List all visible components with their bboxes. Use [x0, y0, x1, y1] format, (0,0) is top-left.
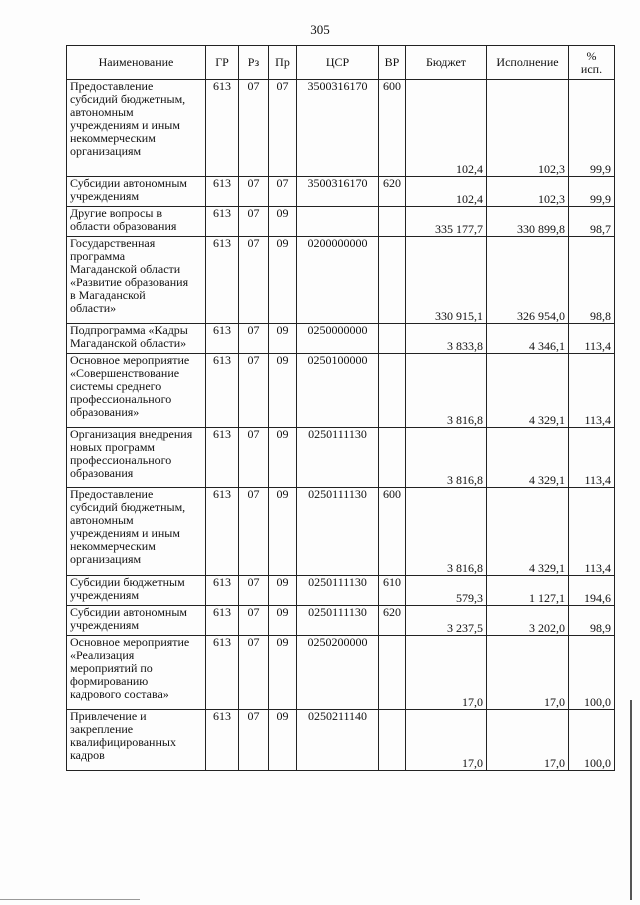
- row-pr: 09: [269, 207, 297, 237]
- row-budget: 17,0: [406, 636, 487, 710]
- row-pr: 09: [269, 237, 297, 324]
- row-rz: 07: [239, 576, 269, 606]
- row-execution: 102,3: [487, 177, 569, 207]
- row-budget: 335 177,7: [406, 207, 487, 237]
- row-vr: 620: [379, 606, 406, 636]
- row-rz: 07: [239, 488, 269, 576]
- row-vr: [379, 710, 406, 771]
- row-budget: 579,3: [406, 576, 487, 606]
- row-budget: 330 915,1: [406, 237, 487, 324]
- table-row: [67, 488, 615, 576]
- row-execution: 3 202,0: [487, 606, 569, 636]
- row-percent: 194,6: [569, 576, 615, 606]
- row-name: Предоставление субсидий бюджетным, автономным учреждениям и иным некоммерческим организациям: [67, 80, 206, 177]
- row-vr: [379, 354, 406, 428]
- row-budget: 3 816,8: [406, 428, 487, 488]
- row-name: Субсидии бюджетным учреждениям: [67, 576, 206, 606]
- row-rz: 07: [239, 207, 269, 237]
- row-csr: 0250111130: [297, 576, 379, 606]
- budget-table: [66, 45, 615, 771]
- row-gr: 613: [206, 428, 239, 488]
- row-gr: 613: [206, 177, 239, 207]
- row-csr: 0200000000: [297, 237, 379, 324]
- row-percent: 100,0: [569, 710, 615, 771]
- row-name: Организация внедрения новых программ профессионального образования: [67, 428, 206, 488]
- row-execution: 4 346,1: [487, 324, 569, 354]
- row-execution: 102,3: [487, 80, 569, 177]
- table-row: [67, 428, 615, 488]
- row-pr: 09: [269, 606, 297, 636]
- row-rz: 07: [239, 636, 269, 710]
- row-gr: 613: [206, 207, 239, 237]
- row-vr: 610: [379, 576, 406, 606]
- header-gr: ГР: [206, 46, 239, 80]
- row-csr: 0250111130: [297, 428, 379, 488]
- header-execution: Исполнение: [487, 46, 569, 80]
- row-rz: 07: [239, 80, 269, 177]
- table-row: [67, 354, 615, 428]
- row-csr: 0250211140: [297, 710, 379, 771]
- row-pr: 07: [269, 177, 297, 207]
- row-csr: 3500316170: [297, 177, 379, 207]
- row-gr: 613: [206, 606, 239, 636]
- row-gr: 613: [206, 324, 239, 354]
- row-budget: 3 816,8: [406, 354, 487, 428]
- row-rz: 07: [239, 428, 269, 488]
- row-vr: 600: [379, 488, 406, 576]
- footer-rule: [0, 899, 140, 900]
- row-percent: 99,9: [569, 80, 615, 177]
- row-gr: 613: [206, 710, 239, 771]
- table-row: [67, 636, 615, 710]
- row-csr: 0250000000: [297, 324, 379, 354]
- header-rz: Рз: [239, 46, 269, 80]
- table-row: [67, 80, 615, 177]
- row-pr: 09: [269, 324, 297, 354]
- header-row: [67, 46, 615, 80]
- header-vr: ВР: [379, 46, 406, 80]
- row-rz: 07: [239, 354, 269, 428]
- row-budget: 102,4: [406, 177, 487, 207]
- header-csr: ЦСР: [297, 46, 379, 80]
- row-vr: [379, 207, 406, 237]
- table-row: [67, 576, 615, 606]
- table-row: [67, 177, 615, 207]
- row-pr: 09: [269, 636, 297, 710]
- row-name: Основное мероприятие «Совершенствование системы среднего профессионального образования»: [67, 354, 206, 428]
- row-execution: 326 954,0: [487, 237, 569, 324]
- row-rz: 07: [239, 324, 269, 354]
- row-percent: 113,4: [569, 354, 615, 428]
- row-csr: 3500316170: [297, 80, 379, 177]
- row-name: Другие вопросы в области образования: [67, 207, 206, 237]
- row-gr: 613: [206, 354, 239, 428]
- row-percent: 113,4: [569, 488, 615, 576]
- table-row: [67, 207, 615, 237]
- table-row: [67, 237, 615, 324]
- row-vr: [379, 237, 406, 324]
- header-name: Наименование: [67, 46, 206, 80]
- row-execution: 17,0: [487, 636, 569, 710]
- row-vr: [379, 636, 406, 710]
- row-budget: 17,0: [406, 710, 487, 771]
- row-rz: 07: [239, 606, 269, 636]
- row-percent: 98,7: [569, 207, 615, 237]
- header-pr: Пр: [269, 46, 297, 80]
- row-name: Основное мероприятие «Реализация мероприятий по формированию кадрового состава»: [67, 636, 206, 710]
- row-percent: 99,9: [569, 177, 615, 207]
- row-csr: 0250200000: [297, 636, 379, 710]
- row-gr: 613: [206, 576, 239, 606]
- row-gr: 613: [206, 488, 239, 576]
- row-vr: 600: [379, 80, 406, 177]
- row-budget: 3 833,8: [406, 324, 487, 354]
- row-csr: 0250111130: [297, 488, 379, 576]
- row-rz: 07: [239, 237, 269, 324]
- row-budget: 102,4: [406, 80, 487, 177]
- row-rz: 07: [239, 177, 269, 207]
- row-percent: 98,9: [569, 606, 615, 636]
- row-vr: [379, 428, 406, 488]
- row-execution: 4 329,1: [487, 488, 569, 576]
- row-percent: 98,8: [569, 237, 615, 324]
- row-percent: 100,0: [569, 636, 615, 710]
- table-row: [67, 606, 615, 636]
- row-vr: 620: [379, 177, 406, 207]
- row-name: Субсидии автономным учреждениям: [67, 606, 206, 636]
- row-gr: 613: [206, 237, 239, 324]
- row-percent: 113,4: [569, 428, 615, 488]
- row-budget: 3 816,8: [406, 488, 487, 576]
- row-name: Субсидии автономным учреждениям: [67, 177, 206, 207]
- row-percent: 113,4: [569, 324, 615, 354]
- table-row: [67, 324, 615, 354]
- page-number: 305: [310, 22, 330, 37]
- row-csr: [297, 207, 379, 237]
- row-budget: 3 237,5: [406, 606, 487, 636]
- row-pr: 09: [269, 576, 297, 606]
- row-pr: 09: [269, 354, 297, 428]
- scan-edge-line: [630, 700, 632, 900]
- row-vr: [379, 324, 406, 354]
- row-csr: 0250100000: [297, 354, 379, 428]
- row-pr: 09: [269, 710, 297, 771]
- row-pr: 07: [269, 80, 297, 177]
- row-csr: 0250111130: [297, 606, 379, 636]
- row-execution: 1 127,1: [487, 576, 569, 606]
- row-execution: 17,0: [487, 710, 569, 771]
- row-execution: 4 329,1: [487, 354, 569, 428]
- header-percent: % исп.: [569, 46, 615, 80]
- row-execution: 330 899,8: [487, 207, 569, 237]
- row-name: Привлечение и закрепление квалифицированных кадров: [67, 710, 206, 771]
- row-name: Подпрограмма «Кадры Магаданской области»: [67, 324, 206, 354]
- row-pr: 09: [269, 488, 297, 576]
- row-rz: 07: [239, 710, 269, 771]
- row-gr: 613: [206, 80, 239, 177]
- row-gr: 613: [206, 636, 239, 710]
- row-pr: 09: [269, 428, 297, 488]
- row-name: Государственная программа Магаданской области «Развитие образования в Магаданской области»: [67, 237, 206, 324]
- header-budget: Бюджет: [406, 46, 487, 80]
- row-execution: 4 329,1: [487, 428, 569, 488]
- row-name: Предоставление субсидий бюджетным, автономным учреждениям и иным некоммерческим организациям: [67, 488, 206, 576]
- table-row: [67, 710, 615, 771]
